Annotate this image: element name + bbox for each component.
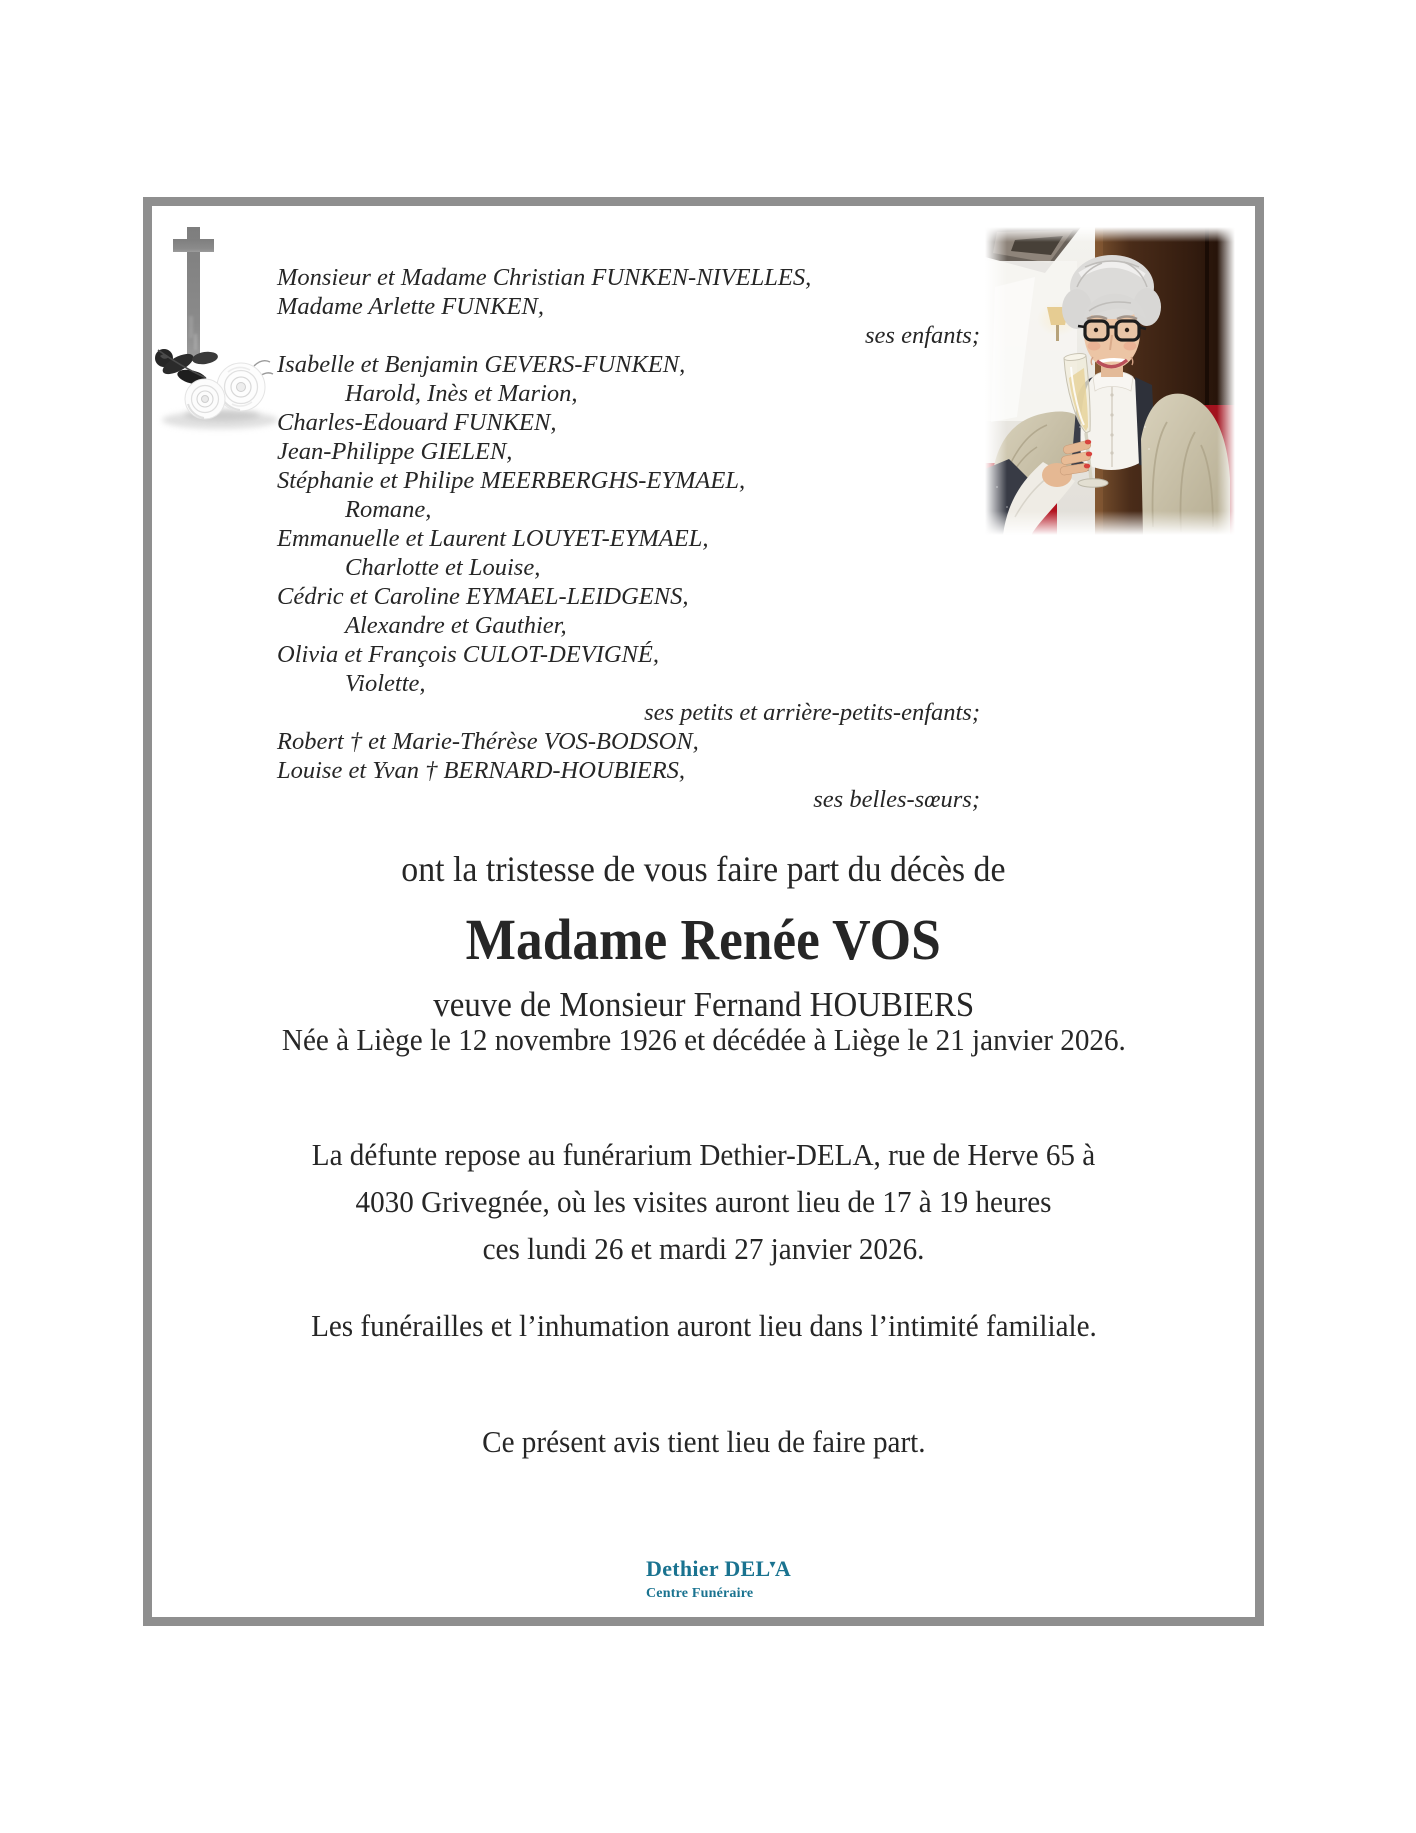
brand-name: Dethier DEL▾A bbox=[646, 1556, 792, 1581]
family-line: Isabelle et Benjamin GEVERS-FUNKEN, bbox=[277, 351, 686, 378]
family-line: Jean-Philippe GIELEN, bbox=[277, 438, 513, 465]
family-line: Romane, bbox=[345, 496, 432, 523]
brand-triangle-icon: ▾ bbox=[769, 1557, 776, 1571]
family-relation-label: ses belles-sœurs; bbox=[813, 786, 980, 813]
family-relation-label: ses petits et arrière-petits-enfants; bbox=[644, 699, 980, 726]
faire-part-notice: Ce présent avis tient lieu de faire part. bbox=[481, 1424, 926, 1459]
family-line: Emmanuelle et Laurent LOUYET-EYMAEL, bbox=[277, 525, 709, 552]
repose-line: ces lundi 26 et mardi 27 janvier 2026. bbox=[482, 1231, 925, 1266]
family-line: Monsieur et Madame Christian FUNKEN-NIVELLES, bbox=[277, 264, 812, 291]
brand-subtitle: Centre Funéraire bbox=[646, 1586, 754, 1601]
announcement-intro: ont la tristesse de vous faire part du décès de bbox=[401, 849, 1006, 889]
family-line: Charlotte et Louise, bbox=[345, 554, 541, 581]
deceased-name: Madame Renée VOS bbox=[465, 907, 942, 972]
family-line: Louise et Yvan † BERNARD-HOUBIERS, bbox=[277, 757, 686, 784]
repose-line: 4030 Grivegnée, où les visites auront lieu de 17 à 19 heures bbox=[355, 1184, 1052, 1219]
family-line: Harold, Inès et Marion, bbox=[345, 380, 578, 407]
white-rose-left bbox=[185, 379, 225, 419]
funeral-notice: Les funérailles et l’inhumation auront lieu dans l’intimité familiale. bbox=[310, 1308, 1097, 1343]
family-line: Charles-Edouard FUNKEN, bbox=[277, 409, 557, 436]
family-line: Stéphanie et Philipe MEERBERGHS-EYMAEL, bbox=[277, 467, 746, 494]
portrait-photo bbox=[985, 227, 1235, 535]
portrait-graphic bbox=[985, 227, 1235, 535]
repose-paragraph bbox=[152, 1131, 1255, 1272]
funeral-home-logo bbox=[646, 1556, 791, 1602]
repose-line: La défunte repose au funérarium Dethier-DELA, rue de Herve 65 à bbox=[311, 1137, 1096, 1172]
family-list bbox=[277, 263, 980, 814]
family-line: Olivia et François CULOT-DEVIGNÉ, bbox=[277, 641, 659, 668]
family-line: Cédric et Caroline EYMAEL-LEIDGENS, bbox=[277, 583, 689, 610]
family-line: Violette, bbox=[345, 670, 426, 697]
family-relation-label: ses enfants; bbox=[865, 322, 980, 349]
family-line: Robert † et Marie-Thérèse VOS-BODSON, bbox=[277, 728, 699, 755]
family-line: Madame Arlette FUNKEN, bbox=[277, 293, 544, 320]
family-line: Alexandre et Gauthier, bbox=[345, 612, 567, 639]
deceased-relation: veuve de Monsieur Fernand HOUBIERS bbox=[433, 985, 974, 1024]
life-dates: Née à Liège le 12 novembre 1926 et décédée à Liège le 21 janvier 2026. bbox=[281, 1022, 1126, 1057]
